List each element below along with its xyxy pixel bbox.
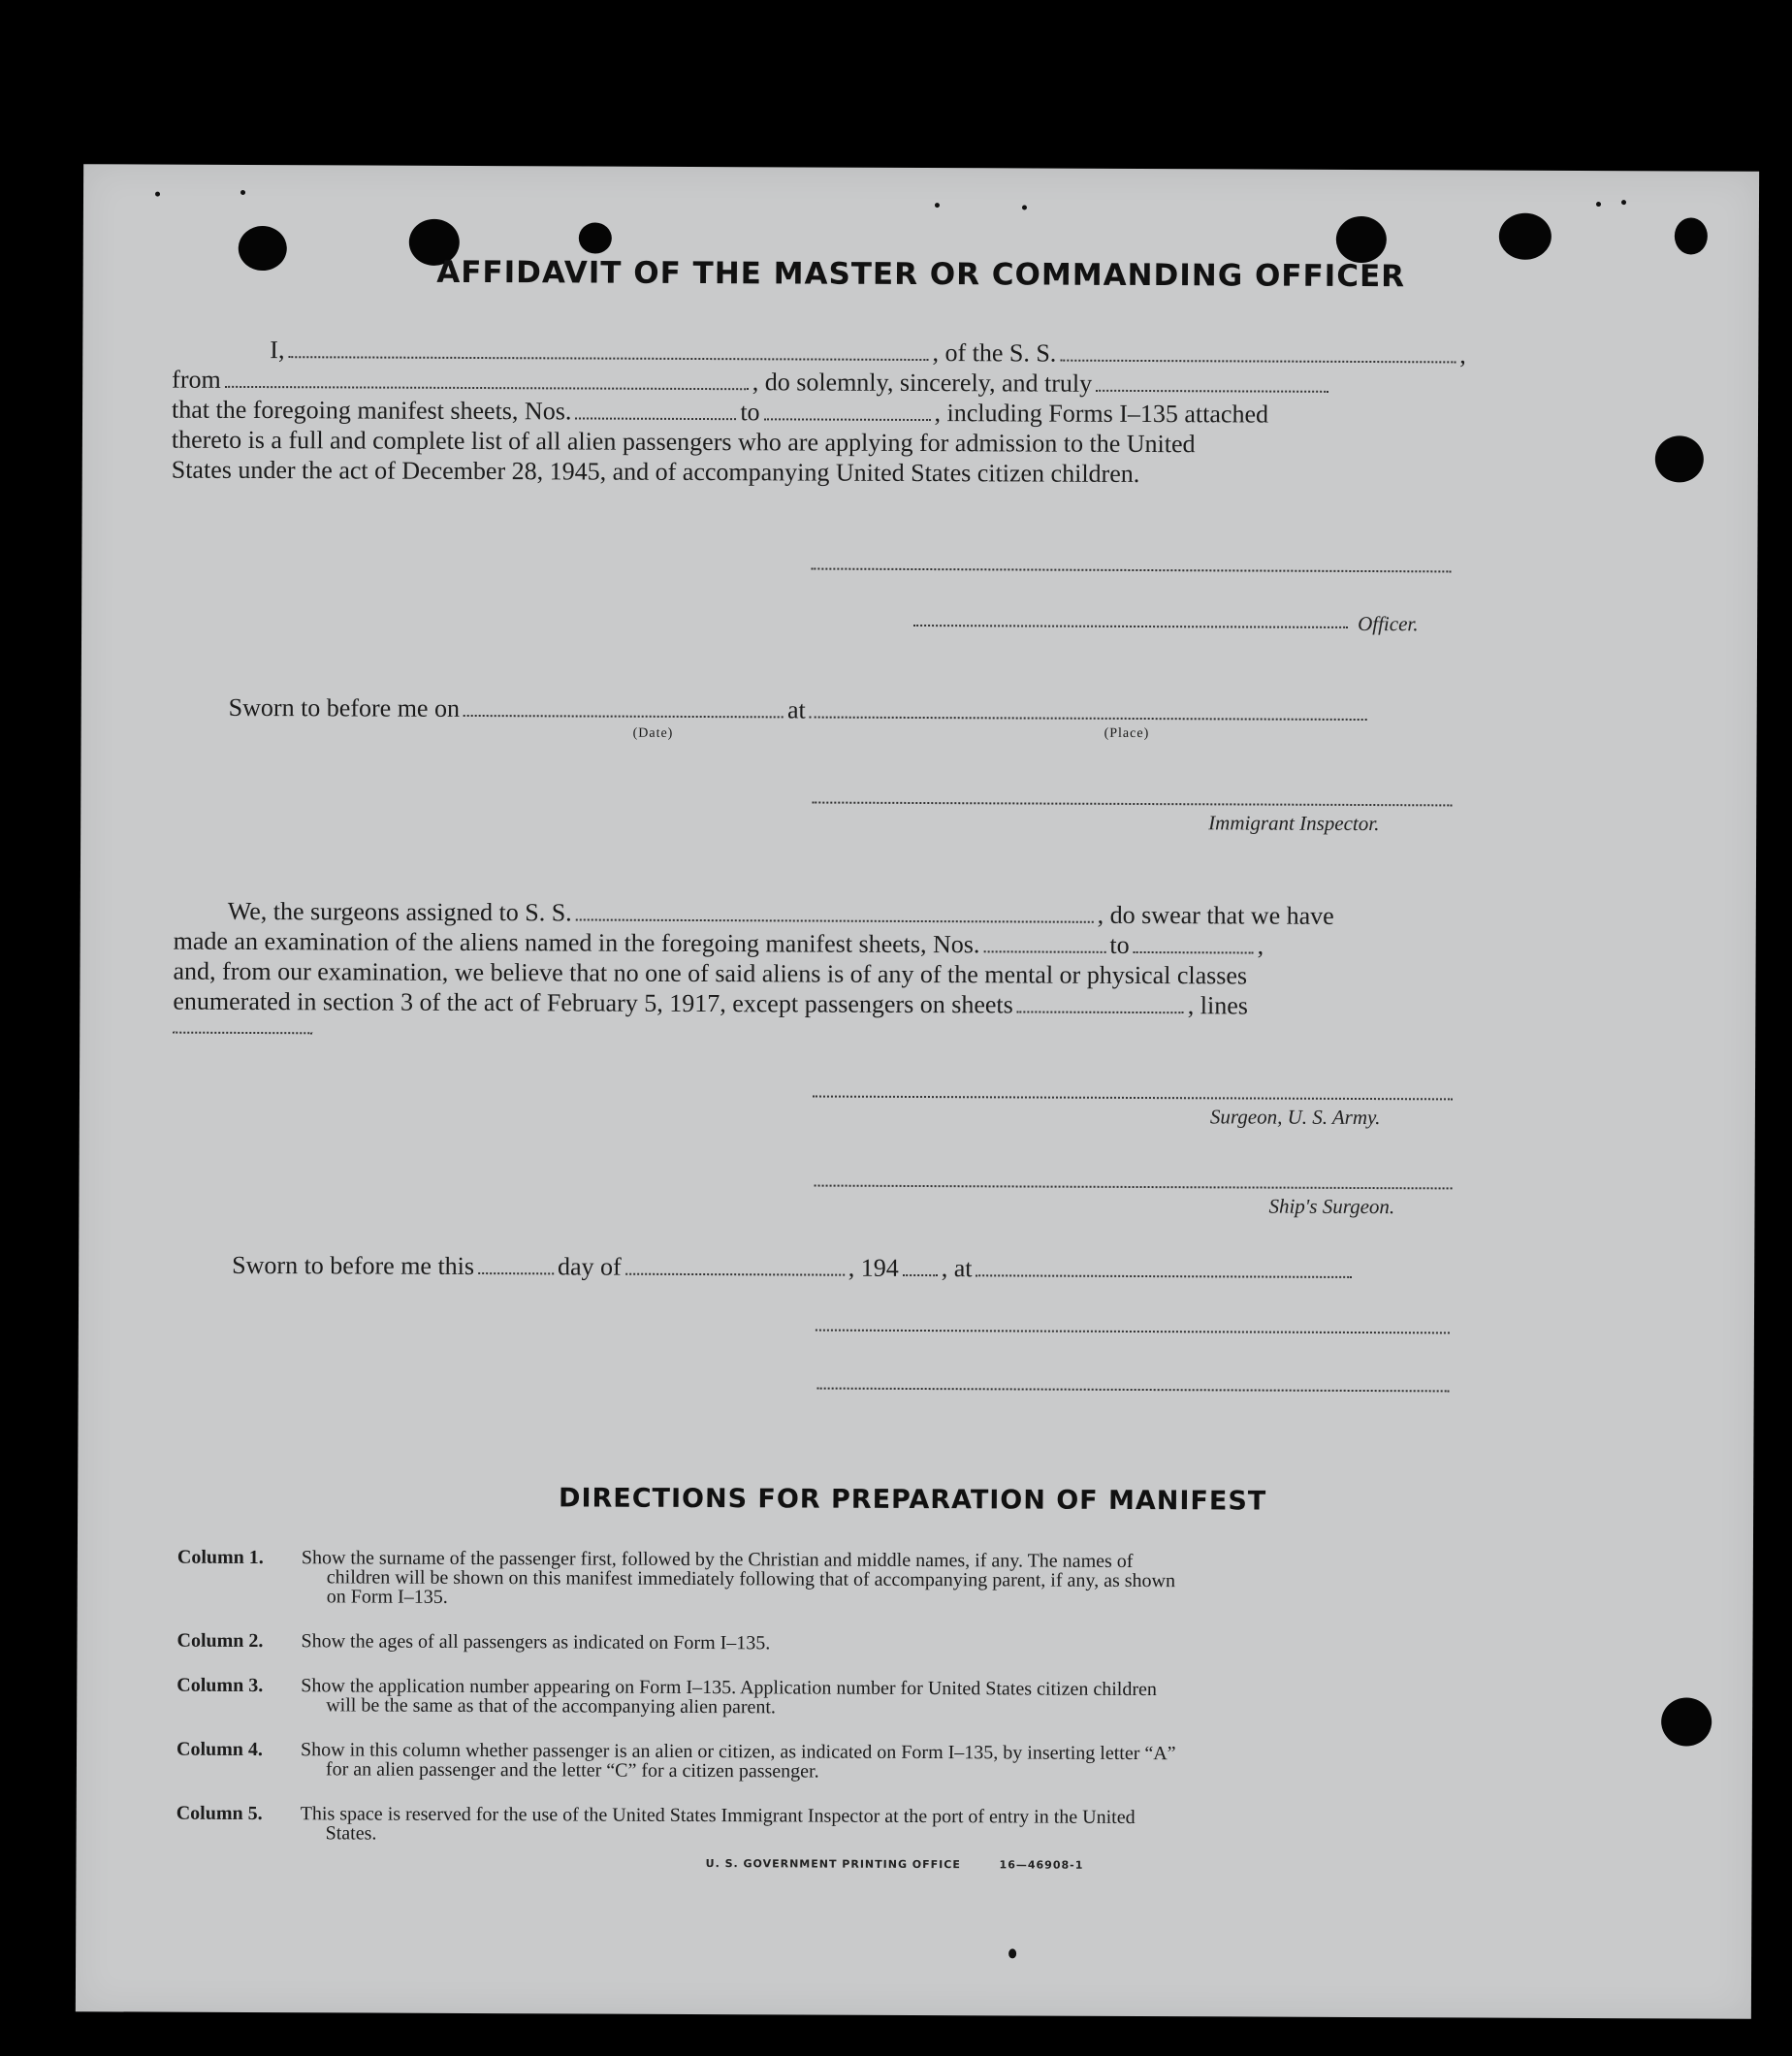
except-sheets-field[interactable] xyxy=(1017,1010,1184,1013)
text: , xyxy=(1459,340,1466,369)
punch-hole xyxy=(1499,213,1552,260)
place-label: (Place) xyxy=(1104,725,1150,742)
form-number: 16—46908-1 xyxy=(999,1858,1084,1872)
direction-column-5 xyxy=(176,1804,1553,1852)
text: , lines xyxy=(1187,991,1248,1020)
text: , 194 xyxy=(848,1253,899,1282)
column-text xyxy=(301,1631,1553,1656)
surgeon-sheet-to-field[interactable] xyxy=(1134,950,1254,954)
text: from xyxy=(172,365,221,394)
ship-name-field[interactable] xyxy=(1060,359,1456,364)
text: , at xyxy=(941,1254,973,1283)
punch-hole xyxy=(1655,435,1704,482)
speck xyxy=(1008,1948,1016,1958)
sheet-from-field[interactable] xyxy=(575,416,736,420)
column-text xyxy=(301,1740,1553,1784)
column-text xyxy=(301,1804,1553,1848)
text: enumerated in section 3 of the act of February 5, 1917, except passengers on sheets xyxy=(173,986,1013,1019)
column-label: Column 1. xyxy=(176,1546,264,1569)
text: Show the surname of the passenger first, followed by the Christian and middle names, if any. The names of xyxy=(301,1547,1134,1572)
column-label: Column 2. xyxy=(176,1629,264,1653)
column-label: Column 3. xyxy=(176,1674,264,1697)
text: , xyxy=(1257,931,1264,960)
affidavit-line-4: thereto is a full and complete list of all alien passengers who are applying for admission to the United xyxy=(171,425,1196,459)
army-surgeon-signature-line[interactable] xyxy=(813,1096,1453,1101)
sworn-place-field[interactable] xyxy=(976,1273,1352,1278)
direction-column-1 xyxy=(177,1548,1554,1616)
ship-surgeon-label: Ship's Surgeon. xyxy=(1268,1194,1395,1219)
punch-hole xyxy=(579,222,612,253)
text: to xyxy=(1109,930,1130,959)
place-field[interactable] xyxy=(810,716,1367,722)
sworn-this-day-line xyxy=(232,1251,1356,1285)
signature-line[interactable] xyxy=(816,1330,1450,1334)
sworn-before-line xyxy=(229,693,1371,727)
affidavit-title: AFFIDAVIT OF THE MASTER OR COMMANDING OFFICER xyxy=(436,254,1406,295)
text: We, the surgeons assigned to S. S. xyxy=(227,896,572,927)
text: Show in this column whether passenger is an alien or citizen, as indicated on Form I–135, by inserting letter “A” xyxy=(300,1739,1176,1765)
year-field[interactable] xyxy=(903,1273,938,1276)
month-field[interactable] xyxy=(625,1272,845,1276)
date-field[interactable] xyxy=(464,714,784,718)
text: Sworn to before me on xyxy=(228,692,461,723)
text: , do solemnly, sincerely, and truly xyxy=(752,368,1093,398)
text: Show the application number appearing on Form I–135. Application number for United States citizen children xyxy=(301,1675,1157,1701)
from-field[interactable] xyxy=(225,385,749,390)
inspector-signature-line[interactable] xyxy=(812,802,1452,807)
surgeon-sheet-from-field[interactable] xyxy=(983,949,1105,953)
text: This space is reserved for the use of the United States Immigrant Inspector at the port of entry in the United xyxy=(300,1803,1136,1828)
signature-line[interactable] xyxy=(817,1388,1450,1393)
form-sheet xyxy=(76,164,1759,2019)
officer-name-line[interactable] xyxy=(913,625,1348,628)
printer-name: U. S. GOVERNMENT PRINTING OFFICE xyxy=(705,1857,961,1872)
text: will be the same as that of the accompanying alien parent. xyxy=(326,1694,777,1719)
text: Show the ages of all passengers as indicated on Form I–135. xyxy=(301,1630,771,1654)
punch-hole xyxy=(1661,1697,1712,1746)
printer-footer xyxy=(38,1854,1752,1875)
text: on Form I–135. xyxy=(326,1586,448,1608)
army-surgeon-label: Surgeon, U. S. Army. xyxy=(1209,1105,1381,1130)
affidavit-line-2 xyxy=(172,366,1332,400)
text: to xyxy=(740,398,760,427)
speck xyxy=(1596,202,1601,207)
speck xyxy=(1022,205,1027,209)
truly-field[interactable] xyxy=(1096,389,1328,393)
column-text xyxy=(302,1548,1554,1612)
column-label: Column 5. xyxy=(176,1802,263,1825)
surgeons-line-2 xyxy=(174,927,1264,961)
text: States. xyxy=(325,1822,377,1845)
surgeons-line-3: and, from our examination, we believe that no one of said aliens is of any of the mental or physical classes xyxy=(173,956,1248,990)
affidavit-line-5: States under the act of December 28, 1945, and of accompanying United States citizen children. xyxy=(171,455,1140,488)
direction-column-3 xyxy=(176,1676,1553,1724)
text: made an examination of the aliens named in the foregoing manifest sheets, Nos. xyxy=(173,926,980,959)
lines-field[interactable] xyxy=(173,1032,312,1035)
sheet-to-field[interactable] xyxy=(764,417,931,421)
column-text xyxy=(301,1676,1553,1720)
ship-surgeon-signature-line[interactable] xyxy=(815,1185,1453,1190)
direction-column-2 xyxy=(176,1631,1553,1660)
text: , do swear that we have xyxy=(1097,900,1334,930)
text: for an alien passenger and the letter “C” for a citizen passenger. xyxy=(325,1758,819,1783)
officer-label: Officer. xyxy=(1358,611,1419,636)
column-label: Column 4. xyxy=(176,1738,263,1761)
text: Sworn to before me this xyxy=(232,1250,475,1281)
date-label: (Date) xyxy=(632,725,674,741)
surgeon-ship-field[interactable] xyxy=(576,917,1094,922)
punch-hole xyxy=(1336,216,1387,263)
affidavit-line-1 xyxy=(216,336,1466,370)
text: , including Forms I–135 attached xyxy=(934,399,1269,429)
day-field[interactable] xyxy=(478,1271,554,1274)
text: at xyxy=(786,695,806,724)
speck xyxy=(155,192,160,197)
name-field[interactable] xyxy=(288,355,928,361)
surgeons-line-4 xyxy=(173,987,1248,1021)
surgeons-line-1 xyxy=(228,897,1334,931)
text: , of the S. S. xyxy=(932,338,1057,368)
text: I, xyxy=(270,336,285,365)
punch-hole xyxy=(1675,217,1708,254)
speck xyxy=(240,190,245,195)
inspector-label: Immigrant Inspector. xyxy=(1208,811,1380,836)
speck xyxy=(935,203,940,208)
affidavit-line-3 xyxy=(172,396,1268,430)
text: day of xyxy=(557,1252,622,1281)
speck xyxy=(1621,200,1626,205)
text: children will be shown on this manifest immediately following that of accompanying parent, if any, as shown xyxy=(326,1566,1176,1592)
signature-line[interactable] xyxy=(811,568,1451,573)
text: that the foregoing manifest sheets, Nos. xyxy=(171,395,572,426)
direction-column-4 xyxy=(176,1740,1553,1788)
directions-title: DIRECTIONS FOR PREPARATION OF MANIFEST xyxy=(559,1483,1267,1517)
